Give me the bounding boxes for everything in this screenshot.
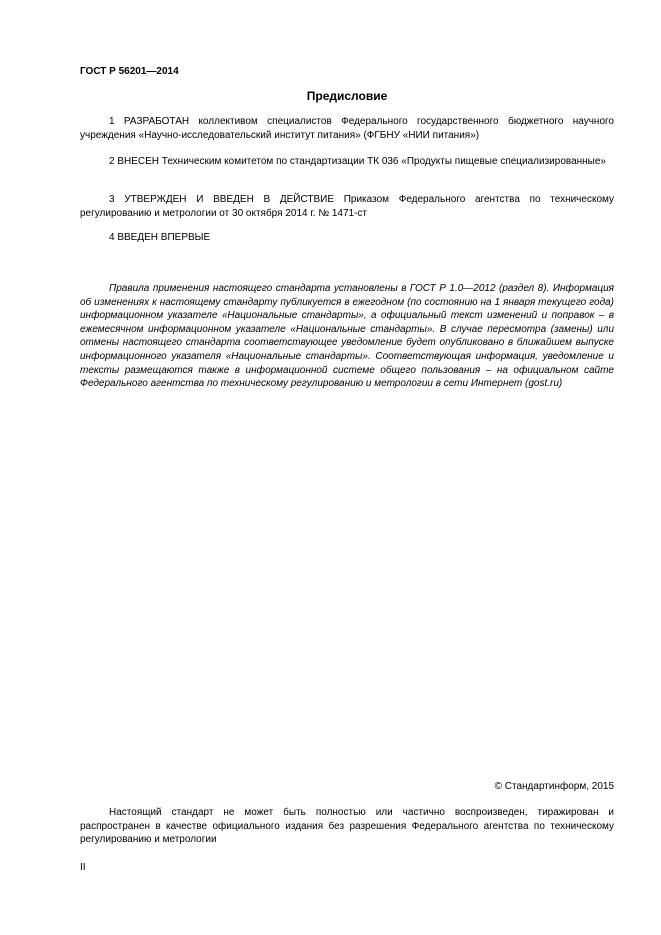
page-number: II	[80, 862, 86, 873]
reproduction-notice-text: Настоящий стандарт не может быть полностью или частично воспроизведен, тиражирован и распространен в качестве официального издания без разрешения Федерального агентства по техническому регулированию и метрологии	[80, 807, 614, 846]
preface-item-text: 3 УТВЕРЖДЕН И ВВЕДЕН В ДЕЙСТВИЕ Приказом Федерального агентства по техническому регулированию и метрологии от 30 октября 2014 г. № 1471-ст	[80, 194, 614, 219]
preface-item-text: 2 ВНЕСЕН Техническим комитетом по стандартизации ТК 036 «Продукты пищевые специализированные»	[109, 156, 606, 167]
reproduction-notice	[80, 806, 614, 847]
rules-notice-text: Правила применения настоящего стандарта установлены в ГОСТ Р 1.0—2012 (раздел 8). Информация об изменениях к настоящему стандарту публикуется в ежегодном (по состоянию на 1 января текущего года) информационном указателе «Национальные стандарты», а официальный текст изменений и поправок – в ежемесячном информационном указателе «Национальные стандарты». В случае пересмотра (замены) или отмены настоящего стандарта соответствующее уведомление будет опубликовано в ближайшем выпуске информационного указателя «Национальные стандарты». Соответствующая информация, уведомление и тексты размещаются также в информационной системе общего пользования – на официальном сайте Федерального агентства по техническому регулированию и метрологии в сети Интернет (gost.ru)	[80, 283, 614, 390]
document-code: ГОСТ Р 56201—2014	[80, 66, 179, 77]
copyright: © Стандартинформ, 2015	[494, 781, 614, 792]
preface-item-4	[80, 231, 614, 245]
preface-item-3	[80, 193, 614, 220]
preface-item-text: 1 РАЗРАБОТАН коллективом специалистов Федерального государственного бюджетного научного учреждения «Научно-исследовательский институт питания» (ФГБНУ «НИИ питания»)	[80, 116, 614, 141]
preface-item-1	[80, 115, 614, 142]
preface-item-text: 4 ВВЕДЕН ВПЕРВЫЕ	[109, 232, 211, 243]
preface-item-2	[80, 155, 614, 169]
rules-notice	[80, 282, 614, 391]
page-title: Предисловие	[306, 89, 388, 103]
